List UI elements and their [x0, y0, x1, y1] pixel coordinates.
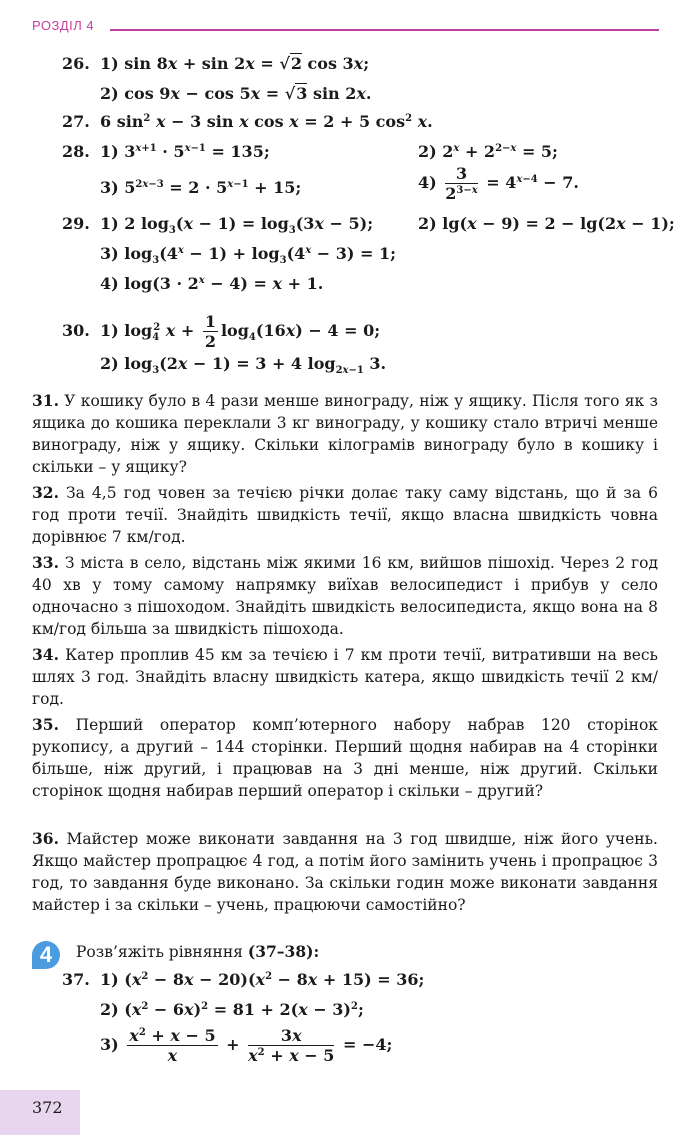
problem-30-1: 30. 1) $\log_4^2 x$ + $\frac{1}{2}$ $\log_4(16x) - 4 = 0$; — [62, 312, 381, 351]
problem-36: 36. Майстер може виконати завдання на 3 год швидше, ніж його учень. Якщо майстер пропрацює 4 год, а потім його замінить учень і пропрацює 3 год, то завдання буде виконано. За скільки годин може виконати завдання майстер і за скільки – учень, працюючи самостійно? — [32, 829, 658, 914]
problem-28-2: 2) $2^x + 2^{2-x} = 5$; — [418, 142, 558, 161]
problem-26-1: 26. 1) sin 8x + sin 2x = √2 cos 3x; — [62, 54, 370, 73]
problem-28-1: 28. 1) $3^{x+1} \cdot 5^{x-1} = 135$; — [62, 142, 270, 161]
problem-30-2: 2) $\log_3(2x - 1) = 3 + 4$ $\log_{2x-1} 3$. — [100, 354, 387, 376]
problem-35: 35. Перший оператор комп’ютерного набору набрав 120 сторінок рукопису, а другий – 144 сторінки. Перший щодня набирав на 4 сторінки більше, ніж другий, і працював на 3 дні менше, ніж другий. Скільки сторінок щодня набирав перший оператор і скільки – другий? — [32, 715, 658, 800]
task-instruction: Розв’яжіть рівняння (37–38): — [76, 942, 320, 961]
problem-37-3: 3) $\frac{x^2 + x - 5}{x}$ + $\frac{3x}{x^2 + x - 5}$ = −4; — [100, 1026, 393, 1065]
page-header — [32, 18, 659, 40]
problem-27: 27. 6 $\sin^2 x - 3$ sin x cos x = 2 + 5 $\cos^2 x$. — [62, 112, 433, 131]
page-number: 372 — [32, 1098, 63, 1117]
header-rule — [110, 29, 659, 31]
problem-32: 32. За 4,5 год човен за течією річки долає таку саму відстань, що й за 6 год проти течії. Знайдіть швидкість течії, якщо власна швидкість човна дорівнює 7 км/год. — [32, 483, 658, 546]
problem-34: 34. Катер проплив 45 км за течією і 7 км проти течії, витративши на весь шлях 3 год. Знайдіть власну швидкість катера, якщо швидкість течії 2 км/год. — [32, 645, 658, 708]
section-label: РОЗДІЛ 4 — [32, 18, 95, 33]
problem-33: 33. З міста в село, відстань між якими 16 км, вийшов пішохід. Через 2 год 40 хв у тому самому напрямку виїхав велосипедист і прибув у село одночасно з пішоходом. Знайдіть швидкість велосипедиста, якщо вона на 8 км/год більша за швидкість пішохода. — [32, 553, 658, 638]
problem-28-3: 3) $5^{2x-3} = 2 \cdot 5^{x-1} + 15$; — [100, 178, 302, 197]
problem-29-3: 3) $\log_3(4^x - 1) + \log_3(4^x - 3) = 1$; — [100, 244, 397, 266]
problem-37-1: 37. 1) $(x^2 - 8x - 20)(x^2 - 8x + 15) = 36$; — [62, 970, 425, 989]
problem-31: 31. У кошику було в 4 рази менше винограду, ніж у ящику. Після того як з ящика до кошика переклали 3 кг винограду, у кошику стало втричі менше винограду, ніж у ящику. Скільки кілограмів винограду було в кошику і скільки – у ящику? — [32, 391, 658, 476]
problem-26-2: 2) cos 9x − cos 5x = √3 sin 2x. — [100, 84, 372, 103]
problem-37-2: 2) $(x^2 - 6x)^2 = 81 + 2(x - 3)^2$; — [100, 1000, 364, 1019]
problem-29-2: 2) lg(x − 9) = 2 − lg(2x − 1); — [418, 214, 675, 233]
problem-28-4: 4) $\frac{3}{2^{3-x}}$ = $4^{x-4} - 7$. — [418, 164, 579, 203]
problem-29-1: 29. 1) 2 $\log_3(x - 1) = \log_3(3x - 5)$; — [62, 214, 374, 236]
level-4-badge: 4 — [32, 941, 60, 969]
problem-29-4: 4) $\log(3 \cdot 2^x - 4) = x + 1$. — [100, 274, 324, 293]
page-footer — [0, 1090, 80, 1135]
